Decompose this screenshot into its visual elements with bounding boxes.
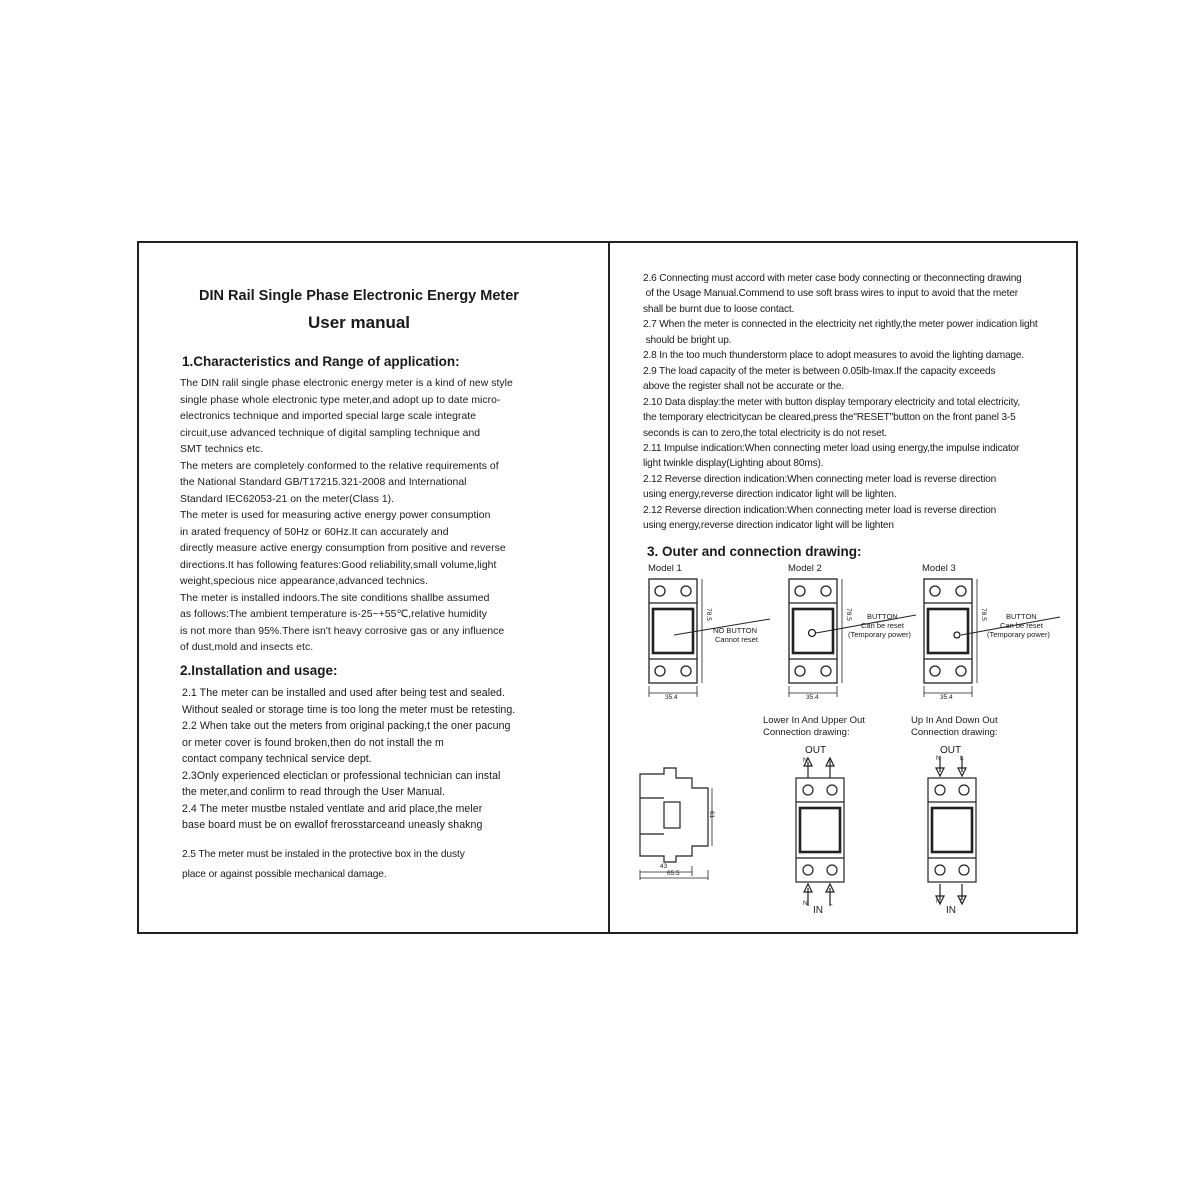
model-1-label: Model 1: [648, 563, 682, 574]
model-3-button-note: (Temporary power): [987, 630, 1050, 639]
right-page-line: 2.9 The load capacity of the meter is between 0.05lb-Imax.If the capacity exceeds: [643, 365, 996, 377]
connection-2-out-label: OUT: [940, 745, 962, 756]
right-page-line: 2.11 Impulse indication:When connecting meter load using energy,the impulse indicator: [643, 442, 1020, 454]
connection-2-l-top: L: [960, 755, 964, 762]
section1-line: SMT technics etc.: [180, 444, 264, 455]
connection-1-out-label: OUT: [805, 745, 827, 756]
right-page-line: shall be burnt due to loose contact.: [643, 303, 795, 315]
section2-line: 2.2 When take out the meters from original packing,t the oner pacung: [182, 720, 511, 732]
section1-heading: 1.Characteristics and Range of application:: [182, 354, 460, 369]
model-2-width-dim: 35.4: [806, 694, 819, 701]
section2-line: or meter cover is found broken,then do not install the m: [182, 736, 444, 749]
side-height-dim: 61: [708, 810, 716, 819]
side-depth-total-dim: 65.5: [667, 870, 680, 877]
section2-line: 2.1 The meter can be installed and used after being test and sealed.: [182, 687, 505, 699]
connection-2-n-bottom: N: [936, 898, 941, 905]
connection-2-l-bottom: L: [960, 898, 964, 905]
model-3-width-dim: 35.4: [940, 694, 953, 701]
section1-line: of dust,mold and insects etc.: [180, 642, 314, 653]
right-page-line: 2.8 In the too much thunderstorm place to adopt measures to avoid the lighting damage.: [643, 350, 1024, 362]
connection-1-l-top: L: [829, 757, 833, 764]
section2-tail-line: place or against possible mechanical damage.: [182, 869, 387, 880]
right-page-line: should be bright up.: [643, 334, 732, 346]
model-2-button-title: BUTTON: [867, 612, 898, 621]
right-page-line: 2.6 Connecting must accord with meter case body connecting or theconnecting drawing: [643, 273, 1022, 284]
model-outline-drawings: [610, 573, 1076, 708]
right-page-line: the temporary electricitycan be cleared,press the"RESET"button on the front panel 3-5: [643, 412, 1016, 424]
section1-line: The DIN ralil single phase electronic energy meter is a kind of new style: [180, 378, 513, 389]
manual-title: DIN Rail Single Phase Electronic Energy Meter: [199, 288, 519, 304]
model-3-height-dim: 78.5: [979, 608, 987, 621]
right-page-line: 2.7 When the meter is connected in the electricity net rightly,the meter power indication light: [643, 319, 1038, 331]
section1-line: The meter is installed indoors.The site conditions shallbe assumed: [180, 592, 490, 604]
connection-1-l-bottom: L: [829, 900, 833, 907]
section2-line: 2.3Only experienced electiclan or professional technician can instal: [182, 769, 501, 782]
right-page-line: above the register shall not be accurate or the.: [643, 381, 844, 393]
model-2-button-note: (Temporary power): [848, 630, 911, 639]
right-page-line: using energy,reverse direction indicator light will be lighten.: [643, 489, 897, 501]
right-page-line: 2.10 Data display:the meter with button display temporary electricity and total electricity,: [643, 396, 1021, 408]
connection-1-caption: Lower In And Upper Out Connection drawing:: [763, 715, 865, 738]
right-page-line: 2.12 Reverse direction indication:When connecting meter load is reverse direction: [643, 504, 997, 516]
model-2-label: Model 2: [788, 563, 822, 574]
manual-subtitle: User manual: [307, 313, 411, 332]
section2-body-tail: [182, 845, 465, 885]
right-page-line: of the Usage Manual.Commend to use soft brass wires to input to avoid that the meter: [643, 288, 1018, 300]
connection-1-in-label: IN: [813, 905, 823, 916]
model-3-button-title: BUTTON: [1006, 612, 1037, 621]
section1-line: directions.It has following features:Good reliability,small volume,light: [180, 559, 497, 571]
section1-line: single phase whole electronic type meter,and adopt up to date micro-: [180, 394, 501, 406]
side-depth-inner-dim: 43: [660, 863, 668, 870]
model-3-button-desc: Can be reset: [1000, 621, 1043, 630]
section1-line: as follows:The ambient temperature is-25~+55℃,relative humidity: [180, 609, 488, 620]
section3-heading: 3. Outer and connection drawing:: [647, 544, 862, 559]
section1-line: weight,specious nice appearance,advanced technics.: [180, 576, 428, 587]
side-view-and-connection-drawings: [610, 738, 1076, 928]
section2-tail-line: 2.5 The meter must be instaled in the protective box in the dusty: [182, 849, 465, 860]
right-page-line: seconds is can to zero,the total electricity is do not reset.: [643, 427, 887, 439]
section2-line: the meter,and conlirm to read through the User Manual.: [182, 786, 445, 798]
connection-2-caption: Up In And Down Out Connection drawing:: [911, 715, 998, 738]
model-1-button-title: NO BUTTON: [713, 626, 758, 635]
section1-line: the National Standard GB/T17215.321-2008 and International: [180, 477, 467, 488]
model-3-label: Model 3: [922, 563, 956, 574]
connection-2-in-label: IN: [946, 905, 956, 916]
section1-line: circuit,use advanced technique of digital sampling technique and: [180, 427, 481, 439]
model-2-button-desc: Can be reset: [861, 621, 904, 630]
section2-body: [182, 685, 515, 834]
section1-line: The meter is used for measuring active energy power consumption: [180, 510, 491, 521]
section2-line: Without sealed or storage time is too long the meter must be retesting.: [182, 703, 516, 716]
section1-line: electronics technique and imported special large scale integrate: [180, 411, 477, 422]
section2-heading: 2.Installation and usage:: [180, 663, 338, 678]
section1-line: Standard IEC62053-21 on the meter(Class 1).: [180, 493, 395, 505]
right-page: [610, 243, 1076, 932]
section2-line: contact company technical service dept.: [182, 753, 372, 765]
section1-line: directly measure active energy consumption from positive and reverse: [180, 543, 506, 554]
connection-1-n-top: N: [803, 757, 808, 764]
connection-1-n-bottom: N: [803, 900, 808, 907]
model-1-button-desc: Cannot reset: [715, 635, 758, 644]
model-2-height-dim: 78.5: [844, 608, 852, 621]
model-1-height-dim: 78.5: [704, 608, 712, 621]
section2-line: base board must be on ewallof frerosstarceand uneasly shakng: [182, 819, 483, 831]
right-page-line: 2.12 Reverse direction indication:When connecting meter load is reverse direction: [643, 473, 997, 485]
section1-line: in arated frequency of 50Hz or 60Hz.It can accurately and: [180, 526, 449, 538]
section1-line: The meters are completely conformed to the relative requirements of: [180, 460, 499, 472]
section2-line: 2.4 The meter mustbe nstaled ventlate and arid place,the meler: [182, 802, 483, 815]
connection-2-n-top: N: [936, 755, 941, 762]
right-page-line: light twinkle display(Lighting about 80ms).: [643, 458, 824, 470]
left-page: [139, 243, 608, 932]
section2-continued-body: [643, 271, 1038, 534]
section1-line: is not more than 95%.There isn't heavy corrosive gas or any influence: [180, 625, 505, 637]
model-1-width-dim: 35.4: [665, 694, 678, 701]
section1-body: [180, 376, 513, 657]
right-page-line: using energy,reverse direction indicator light will be lighten: [643, 520, 894, 532]
